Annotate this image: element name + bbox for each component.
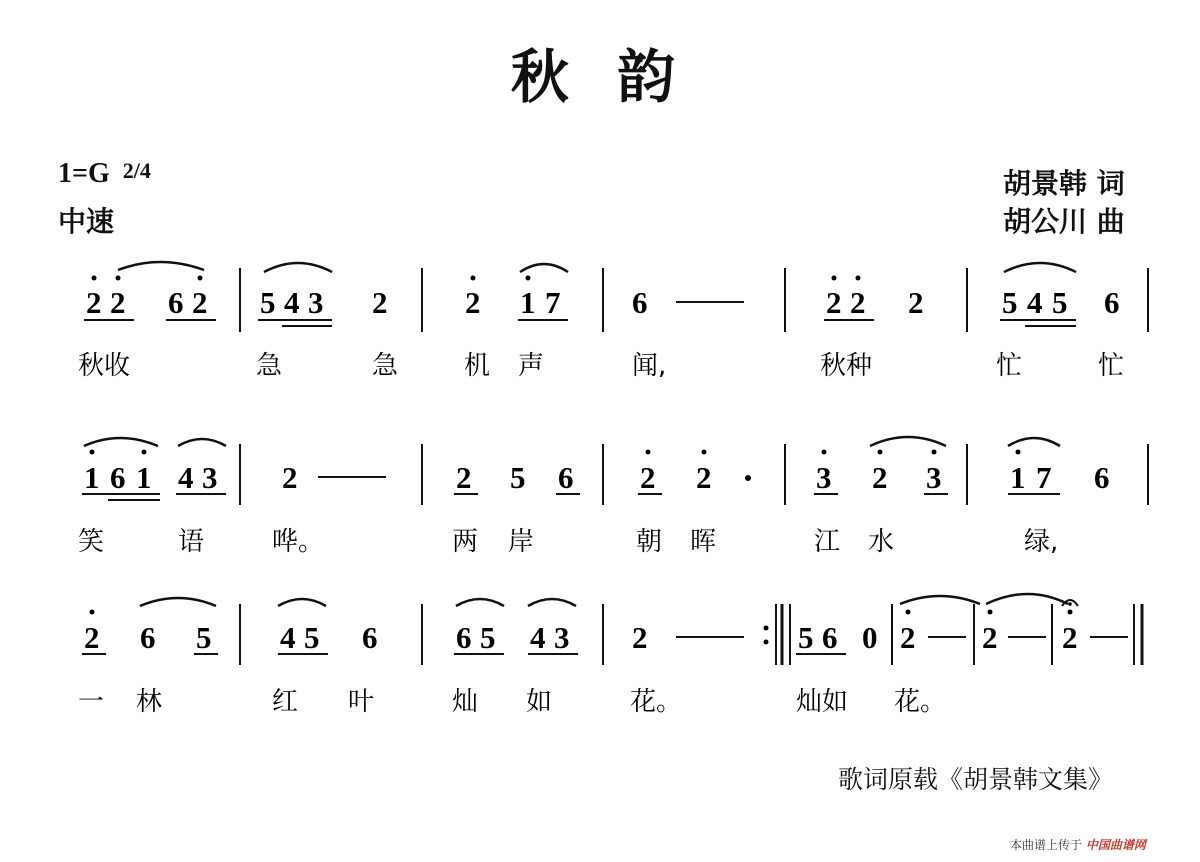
svg-text:6: 6: [362, 620, 378, 655]
svg-text:1: 1: [520, 285, 536, 320]
svg-text:6: 6: [822, 620, 838, 655]
svg-text:5: 5: [304, 620, 320, 655]
svg-text:4: 4: [178, 460, 194, 495]
svg-text:3: 3: [202, 460, 218, 495]
site-logo: 中国曲谱网: [1085, 838, 1146, 852]
score-line-1: [84, 262, 1148, 332]
svg-text:急: 急: [256, 351, 283, 381]
score-line-2: [82, 437, 1148, 505]
svg-text:秋种: 秋种: [820, 351, 873, 381]
svg-text:2: 2: [982, 620, 998, 655]
svg-text:0: 0: [862, 620, 878, 655]
time-signature: 2/4: [122, 158, 151, 183]
svg-text:林: 林: [136, 687, 163, 717]
svg-text:一: 一: [78, 687, 105, 717]
svg-text:晖: 晖: [690, 527, 717, 557]
svg-text:4: 4: [1027, 285, 1043, 320]
svg-text:急: 急: [372, 351, 399, 381]
svg-text:2: 2: [110, 285, 126, 320]
lyric: 秋收: [78, 351, 131, 381]
svg-text:2: 2: [900, 620, 916, 655]
svg-text:4: 4: [280, 620, 296, 655]
svg-text:7: 7: [545, 285, 561, 320]
svg-text:2: 2: [1062, 620, 1078, 655]
svg-text:6: 6: [632, 285, 648, 320]
svg-text:花。: 花。: [630, 687, 683, 717]
svg-text:2: 2: [456, 460, 472, 495]
svg-text:2: 2: [696, 460, 712, 495]
svg-text:3: 3: [554, 620, 570, 655]
svg-text:6: 6: [1094, 460, 1110, 495]
svg-text:3: 3: [816, 460, 832, 495]
svg-text:5: 5: [510, 460, 526, 495]
tempo-marking: 中速: [58, 205, 115, 238]
composer-credit: 胡公川 曲: [1003, 205, 1125, 238]
svg-text:6: 6: [558, 460, 574, 495]
svg-text:忙: 忙: [1098, 351, 1125, 381]
svg-text:2: 2: [872, 460, 888, 495]
svg-text:如: 如: [526, 687, 553, 717]
svg-text:2: 2: [850, 285, 866, 320]
svg-text:2: 2: [86, 285, 102, 320]
svg-text:水: 水: [868, 527, 895, 557]
svg-text:灿如: 灿如: [796, 687, 849, 717]
svg-text:岸: 岸: [508, 527, 535, 557]
key-label: 1=G: [58, 158, 110, 189]
svg-text:绿,: 绿,: [1024, 527, 1059, 557]
svg-text:花。: 花。: [894, 687, 947, 717]
svg-text:2: 2: [282, 460, 298, 495]
svg-text:6: 6: [1104, 285, 1120, 320]
svg-text:红: 红: [272, 687, 299, 717]
svg-text:2: 2: [632, 620, 648, 655]
footer-text: 本曲谱上传于: [1010, 838, 1083, 852]
svg-text:机: 机: [464, 351, 491, 381]
svg-text:闻,: 闻,: [632, 351, 667, 381]
page-title: 秋 韵: [510, 43, 690, 111]
svg-text:叶: 叶: [348, 687, 375, 717]
svg-text:6: 6: [456, 620, 472, 655]
svg-text:2: 2: [826, 285, 842, 320]
svg-text:3: 3: [926, 460, 942, 495]
svg-text:1: 1: [84, 460, 100, 495]
svg-text:5: 5: [196, 620, 212, 655]
source-note: 歌词原载《胡景韩文集》: [838, 765, 1114, 794]
footer: [1010, 836, 1146, 853]
svg-text:4: 4: [284, 285, 300, 320]
svg-text:5: 5: [480, 620, 496, 655]
svg-text:2: 2: [640, 460, 656, 495]
svg-text:语: 语: [178, 527, 205, 557]
lyrics-line-1: [78, 351, 1124, 381]
svg-text:6: 6: [110, 460, 126, 495]
svg-text:5: 5: [1002, 285, 1018, 320]
svg-text:两: 两: [452, 527, 479, 557]
svg-text:6: 6: [140, 620, 156, 655]
svg-text:哗。: 哗。: [272, 527, 325, 557]
svg-text:2: 2: [372, 285, 388, 320]
svg-text:1: 1: [136, 460, 152, 495]
svg-text:忙: 忙: [996, 351, 1023, 381]
lyrics-line-2: [78, 527, 1058, 557]
svg-text:灿: 灿: [452, 687, 479, 717]
svg-text:1: 1: [1010, 460, 1026, 495]
svg-text:笑: 笑: [78, 527, 105, 557]
svg-text:2: 2: [192, 285, 208, 320]
score-line-3: [82, 594, 1142, 665]
svg-text:6: 6: [168, 285, 184, 320]
svg-text:5: 5: [1052, 285, 1068, 320]
svg-text:5: 5: [260, 285, 276, 320]
svg-text:3: 3: [308, 285, 324, 320]
svg-text:4: 4: [530, 620, 546, 655]
svg-text:2: 2: [465, 285, 481, 320]
svg-text:7: 7: [1036, 460, 1052, 495]
svg-text:声: 声: [518, 351, 545, 381]
lyricist-credit: 胡景韩 词: [1003, 167, 1125, 200]
lyrics-line-3: [78, 687, 946, 717]
svg-text:2: 2: [84, 620, 100, 655]
svg-text:朝: 朝: [636, 527, 663, 557]
svg-text:5: 5: [798, 620, 814, 655]
svg-text:2: 2: [908, 285, 924, 320]
svg-text:江: 江: [814, 527, 841, 557]
